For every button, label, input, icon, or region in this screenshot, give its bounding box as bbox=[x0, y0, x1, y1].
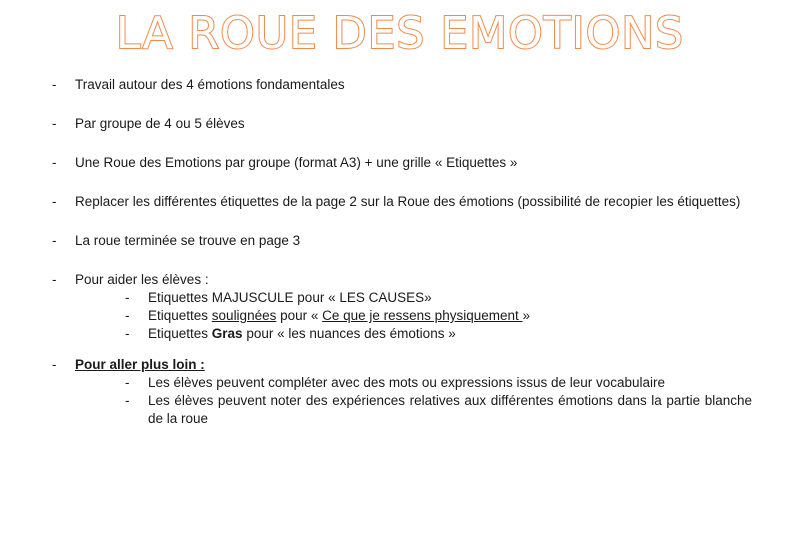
list-item bbox=[52, 154, 752, 172]
list-item-text: Une Roue des Emotions par groupe (format A3) + une grille « Etiquettes » bbox=[75, 155, 518, 170]
bullet-dash: - bbox=[52, 194, 57, 209]
bullet-dash: - bbox=[52, 77, 57, 92]
list-item-text: La roue terminée se trouve en page 3 bbox=[75, 233, 301, 248]
bullet-dash: - bbox=[125, 393, 130, 408]
list-item bbox=[52, 115, 752, 133]
sub-item-text: pour « les nuances des émotions » bbox=[242, 326, 456, 341]
bullet-dash: - bbox=[52, 272, 57, 287]
bullet-dash: - bbox=[125, 375, 130, 390]
help-section bbox=[52, 271, 752, 343]
list-item bbox=[52, 76, 752, 94]
sub-item-text: Les élèves peuvent compléter avec des mots ou expressions issus de leur vocabulaire bbox=[148, 375, 666, 390]
bullet-dash: - bbox=[52, 233, 57, 248]
bullet-dash: - bbox=[125, 308, 130, 323]
sub-item-text: pour « bbox=[276, 308, 323, 323]
bullet-dash: - bbox=[125, 326, 130, 341]
help-heading: Pour aider les élèves : bbox=[75, 272, 209, 287]
sub-list-item bbox=[125, 392, 752, 428]
sub-list-item bbox=[125, 325, 752, 343]
bullet-dash: - bbox=[52, 357, 57, 372]
sub-item-text: Etiquettes bbox=[148, 308, 212, 323]
bullet-dash: - bbox=[125, 290, 130, 305]
further-section bbox=[52, 356, 752, 428]
sub-item-text: Etiquettes bbox=[148, 326, 212, 341]
bullet-dash: - bbox=[52, 155, 57, 170]
bullet-dash: - bbox=[52, 116, 57, 131]
list-item bbox=[52, 193, 752, 211]
further-heading: Pour aller plus loin : bbox=[75, 357, 205, 372]
page-title: LA ROUE DES EMOTIONS bbox=[115, 8, 685, 59]
sub-list-item bbox=[125, 374, 752, 392]
underlined-word: soulignées bbox=[211, 308, 277, 323]
underlined-phrase: Ce que je ressens physiquement bbox=[322, 308, 523, 323]
sub-item-text: » bbox=[522, 308, 531, 323]
bold-word: Gras bbox=[211, 326, 243, 341]
list-item-text: Par groupe de 4 ou 5 élèves bbox=[75, 116, 245, 131]
list-item bbox=[52, 232, 752, 250]
sub-list-item bbox=[125, 307, 752, 325]
help-sublist bbox=[75, 289, 752, 343]
sub-item-text: Les élèves peuvent noter des expériences relatives aux différentes émotions dans la partie blanche de la roue bbox=[148, 393, 752, 426]
list-item-text: Replacer les différentes étiquettes de la page 2 sur la Roue des émotions (possibilité de recopier les étiquettes) bbox=[75, 194, 741, 209]
list-item-text: Travail autour des 4 émotions fondamentales bbox=[75, 77, 345, 92]
sub-item-text: Etiquettes MAJUSCULE pour « LES CAUSES» bbox=[148, 290, 432, 305]
instruction-list bbox=[52, 76, 752, 428]
further-sublist bbox=[75, 374, 752, 428]
sub-list-item bbox=[125, 289, 752, 307]
